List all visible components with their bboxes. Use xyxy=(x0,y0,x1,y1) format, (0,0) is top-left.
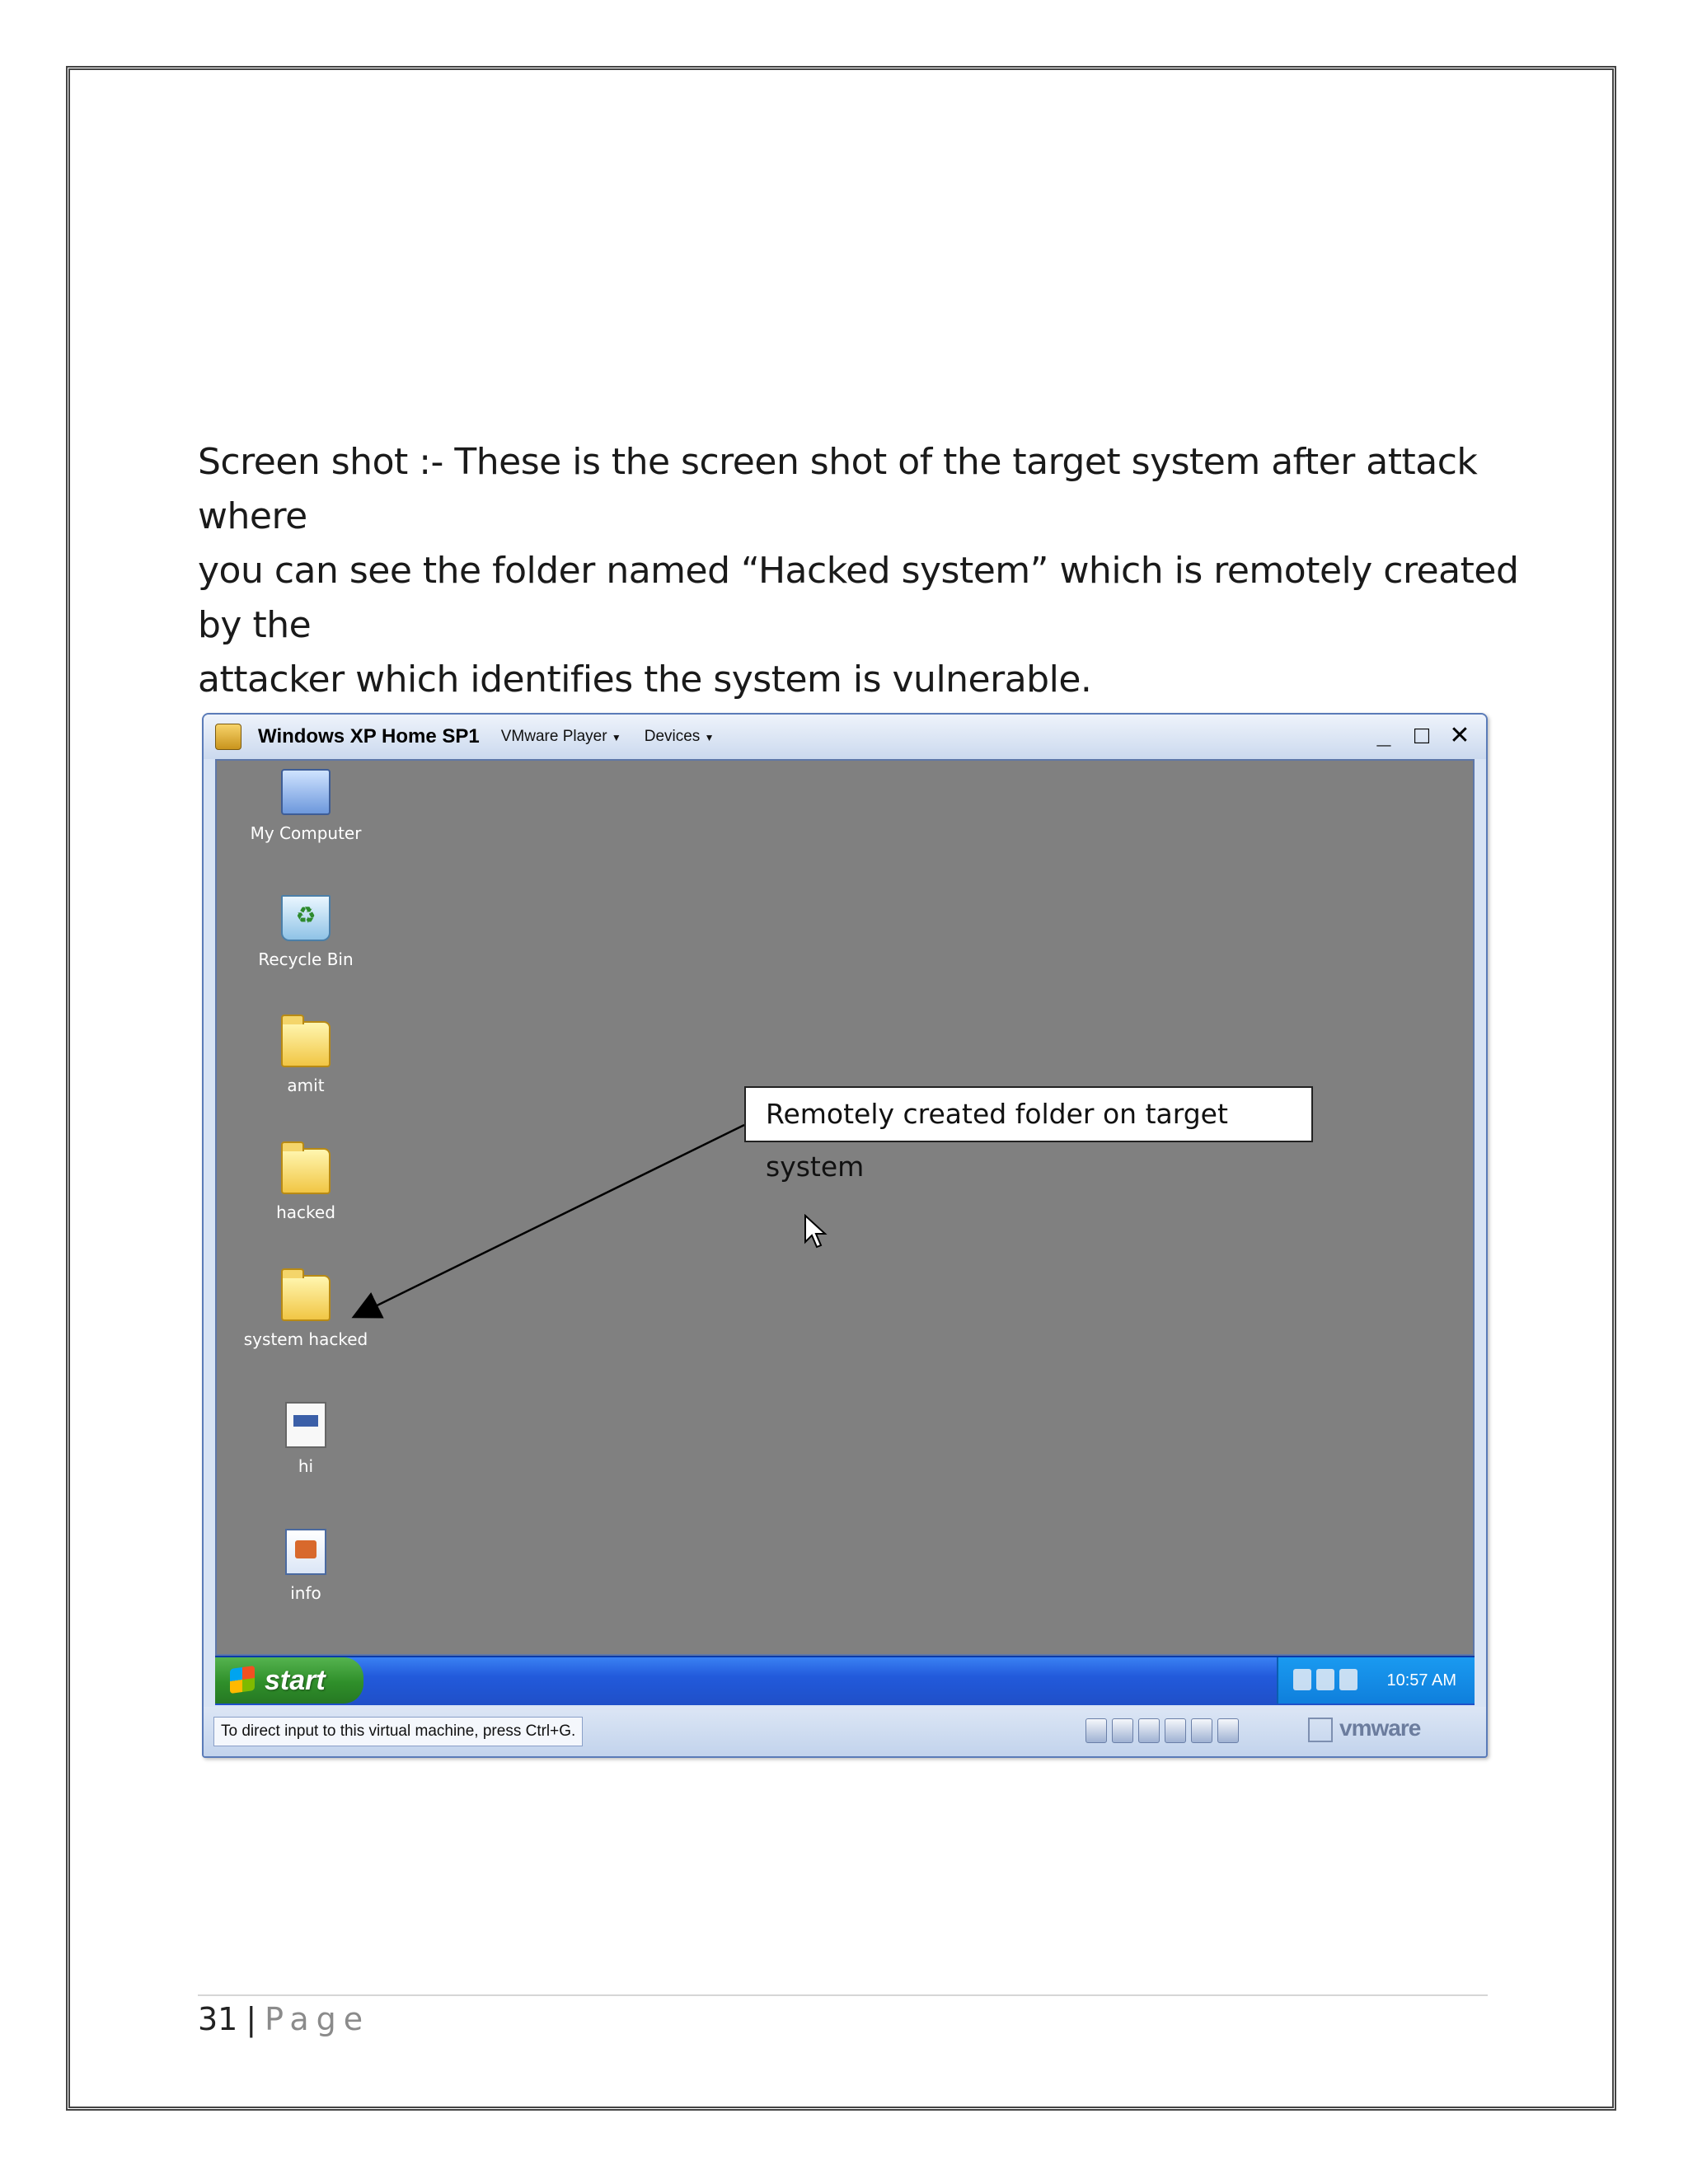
chevron-down-icon: ▼ xyxy=(611,732,621,743)
folder-icon xyxy=(281,1021,331,1067)
desktop-icon-info[interactable] xyxy=(240,1529,372,1603)
close-button[interactable]: ✕ xyxy=(1449,722,1470,749)
annotation-arrow xyxy=(217,761,1476,1657)
tray-network-icon[interactable] xyxy=(1316,1669,1334,1690)
vmware-logo: vmware xyxy=(1308,1715,1420,1742)
footer-divider xyxy=(198,1994,1488,1996)
page-footer xyxy=(198,2001,370,2037)
mouse-cursor-icon xyxy=(804,1214,828,1250)
minimize-button[interactable]: _ xyxy=(1376,722,1391,749)
menu-devices[interactable]: Devices ▼ xyxy=(644,728,715,745)
vmware-player-window xyxy=(202,713,1488,1758)
menu-vmware-player[interactable]: VMware Player ▼ xyxy=(500,728,621,745)
desktop-icon-label: info xyxy=(290,1583,321,1603)
folder-icon xyxy=(281,1148,331,1194)
desktop-icon-amit[interactable] xyxy=(240,1021,372,1095)
start-button[interactable]: start xyxy=(215,1657,363,1704)
floppy-icon[interactable] xyxy=(1138,1718,1160,1743)
desktop-icon-hi[interactable] xyxy=(240,1402,372,1476)
taskbar xyxy=(215,1656,1475,1705)
usb-icon[interactable] xyxy=(1217,1718,1239,1743)
windows-logo-icon xyxy=(230,1666,255,1694)
maximize-button[interactable]: □ xyxy=(1414,722,1430,749)
desktop-icon-recycle-bin[interactable] xyxy=(240,895,372,969)
annotation-callout: Remotely created folder on target system xyxy=(744,1086,1313,1142)
desktop-icon-label: My Computer xyxy=(250,823,362,843)
window-controls xyxy=(1372,721,1471,751)
desktop-icon-system-hacked[interactable] xyxy=(240,1275,372,1349)
intro-line-1: Screen shot :- These is the screen shot of the target system after attack where xyxy=(198,441,1478,537)
intro-line-2: you can see the folder named “Hacked system” which is remotely created by the xyxy=(198,550,1519,646)
footer-separator: | xyxy=(246,2001,257,2037)
recycle-bin-icon xyxy=(281,895,331,941)
intro-paragraph xyxy=(198,435,1533,707)
network-adapter-icon[interactable] xyxy=(1165,1718,1186,1743)
clock[interactable]: 10:57 AM xyxy=(1386,1671,1456,1690)
system-tray xyxy=(1277,1657,1475,1704)
cd-rom-icon[interactable] xyxy=(1112,1718,1133,1743)
tray-security-icon[interactable] xyxy=(1293,1669,1311,1690)
desktop-icon-label: hacked xyxy=(276,1202,335,1222)
vmware-app-icon xyxy=(215,724,241,750)
tray-update-icon[interactable] xyxy=(1339,1669,1357,1690)
intro-line-3: attacker which identifies the system is vulnerable. xyxy=(198,658,1092,701)
desktop-icon-label: amit xyxy=(287,1076,325,1095)
desktop-icon-hacked[interactable] xyxy=(240,1148,372,1222)
sound-icon[interactable] xyxy=(1191,1718,1212,1743)
desktop-icon-label: system hacked xyxy=(243,1329,368,1349)
hard-disk-icon[interactable] xyxy=(1085,1718,1107,1743)
chevron-down-icon: ▼ xyxy=(704,732,715,743)
computer-icon xyxy=(281,769,331,815)
folder-icon xyxy=(281,1275,331,1321)
input-hint: To direct input to this virtual machine, press Ctrl+G. xyxy=(213,1717,583,1746)
guest-desktop[interactable] xyxy=(215,759,1475,1656)
page-label: Page xyxy=(265,2001,371,2037)
desktop-icon-my-computer[interactable] xyxy=(240,769,372,843)
desktop-icon-label: Recycle Bin xyxy=(258,949,354,969)
desktop-icon-label: hi xyxy=(298,1456,314,1476)
document-icon xyxy=(285,1529,326,1575)
document-icon xyxy=(285,1402,326,1448)
page-number: 31 xyxy=(198,2001,238,2037)
vm-statusbar xyxy=(204,1707,1486,1756)
vm-titlebar[interactable] xyxy=(204,715,1486,759)
device-icons xyxy=(1085,1718,1239,1743)
vm-title: Windows XP Home SP1 xyxy=(258,725,480,748)
